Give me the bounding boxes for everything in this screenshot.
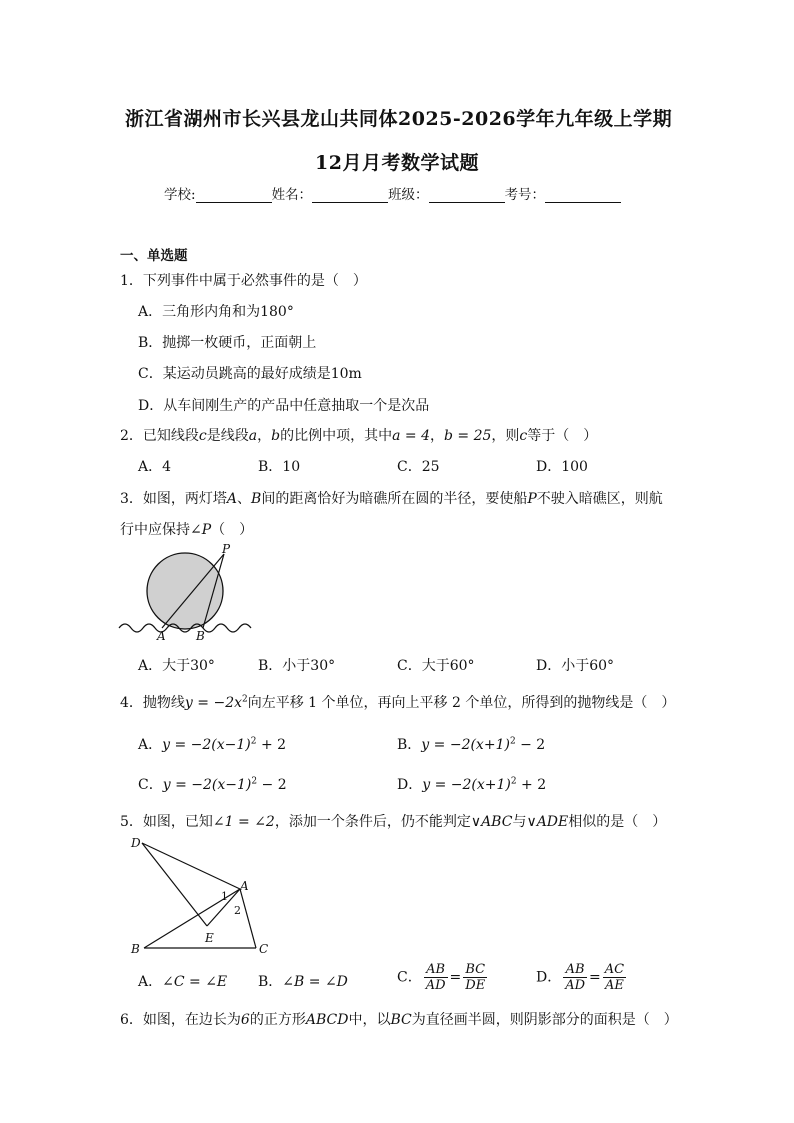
label-d: D: [131, 836, 141, 850]
fraction-ab-ad: [424, 962, 448, 993]
q6-side-length: 6: [240, 1012, 250, 1028]
q5-text: 5．如图，已知: [120, 814, 213, 830]
q2-condition-a: a = 4: [392, 428, 430, 444]
q1-option-b: B．抛掷一枚硬币，正面朝上: [138, 335, 317, 351]
denominator: DE: [465, 978, 486, 993]
option-label: C．: [397, 969, 422, 986]
exam-number-field[interactable]: [545, 188, 621, 203]
q4-stem: [120, 692, 675, 712]
label-e: E: [205, 931, 214, 945]
q3-point-p: P: [527, 491, 537, 507]
q1-option-c: C．某运动员跳高的最好成绩是10m: [138, 366, 362, 382]
option-expression: y = −2(x−1): [162, 777, 252, 793]
q3-stem-line1: [120, 488, 663, 508]
name-label: 姓名：: [271, 187, 313, 203]
q3-figure: [115, 540, 255, 644]
reef-circle: [147, 553, 223, 629]
option-label: B．: [397, 737, 422, 753]
label-b: B: [196, 629, 205, 643]
option-expression: y = −2(x+1): [421, 737, 510, 753]
q2-text: 等于（ ）: [527, 428, 598, 444]
q4-text: 4．抛物线: [120, 695, 185, 711]
option-expression-tail: + 2: [516, 777, 547, 793]
denominator: AD: [565, 978, 586, 993]
label-angle-2: 2: [234, 904, 241, 917]
q3-option-c: C．大于60°: [397, 658, 475, 674]
numerator: AB: [563, 962, 587, 978]
segment-ac: [240, 889, 256, 948]
q2-text: 的比例中项，其中: [280, 428, 393, 444]
q2-text: ，: [429, 428, 444, 444]
denominator: AD: [425, 978, 446, 993]
q6-text: 6．如图，在边长为: [120, 1012, 241, 1028]
label-p: P: [222, 542, 231, 556]
numerator: AB: [424, 962, 448, 978]
q1-option-a: A．三角形内角和为180°: [138, 304, 294, 320]
fraction-bc-de: [463, 962, 487, 993]
q2-option-d: D．100: [536, 459, 588, 475]
exam-number-label: 考号：: [504, 187, 546, 203]
option-label: D．: [536, 969, 562, 986]
q2-var-c: c: [519, 428, 528, 444]
fraction-ac-ae: [603, 962, 626, 993]
q3-text: 3．如图，两灯塔: [120, 491, 227, 507]
q3-stem-line2: [120, 519, 253, 539]
q3-option-a: A．大于30°: [138, 658, 215, 674]
option-label: A．: [138, 974, 163, 990]
q2-var-b: b: [271, 428, 281, 444]
q4-option-b: [397, 734, 545, 754]
option-label: B．: [258, 974, 283, 990]
q2-option-b: B．10: [258, 459, 301, 475]
segment-da: [142, 843, 240, 889]
section-title: 一、单选题: [120, 248, 188, 264]
segment-de: [142, 843, 207, 926]
q3-point-a: A: [226, 491, 238, 507]
q6-stem: [120, 1009, 678, 1029]
info-fields: [164, 183, 621, 203]
option-expression-tail: − 2: [257, 777, 287, 793]
q2-text: 2．已知线段: [120, 428, 199, 444]
label-b: B: [131, 942, 140, 956]
q5-figure: [122, 832, 282, 960]
q3-text: （ ）: [211, 522, 254, 538]
name-field[interactable]: [312, 188, 388, 203]
q4-expression: y = −2x: [184, 695, 242, 711]
q3-angle: ∠P: [190, 522, 212, 538]
q4-exponent: 2: [242, 694, 248, 705]
denominator: AE: [605, 978, 624, 993]
page-title-line1: 浙江省湖州市长兴县龙山共同体2025-2026学年九年级上学期: [125, 108, 673, 130]
q3-option-d: D．小于60°: [536, 658, 615, 674]
q2-text: ，: [257, 428, 272, 444]
school-field[interactable]: [196, 188, 272, 203]
q2-text: 是线段: [206, 428, 249, 444]
option-exponent: 2: [509, 736, 516, 747]
q5-triangle-ade: ∨ADE: [526, 814, 569, 830]
q5-triangle-abc: ∨ABC: [470, 814, 513, 830]
q5-option-b: [258, 971, 348, 991]
option-expression-tail: − 2: [515, 737, 546, 753]
q4-option-c: [138, 774, 287, 794]
label-angle-1: 1: [221, 890, 228, 903]
q5-condition: ∠1 = ∠2: [212, 814, 275, 830]
q1-option-d: D．从车间刚生产的产品中任意抽取一个是次品: [138, 398, 430, 414]
q5-option-d: [536, 962, 628, 993]
q5-text: 相似的是（ ）: [568, 814, 667, 830]
q6-segment: BC: [390, 1012, 412, 1028]
q2-option-a: A．4: [138, 459, 172, 475]
option-exponent: 2: [510, 776, 517, 787]
option-label: D．: [397, 777, 423, 793]
label-c: C: [259, 942, 269, 956]
q2-stem: [120, 425, 597, 445]
equals-sign: =: [589, 969, 601, 986]
fraction-ab-ad: [563, 962, 587, 993]
option-exponent: 2: [250, 736, 257, 747]
option-expression: y = −2(x+1): [422, 777, 511, 793]
q5-option-c: [397, 962, 489, 993]
q1-stem: 1．下列事件中属于必然事件的是（ ）: [120, 273, 367, 289]
q6-text: 中，以: [348, 1012, 391, 1028]
numerator: AC: [604, 962, 625, 977]
q6-square: ABCD: [305, 1012, 349, 1028]
school-label: 学校:: [164, 187, 196, 203]
option-expression-tail: + 2: [256, 737, 287, 753]
q6-text: 为直径画半圆，则阴影部分的面积是（ ）: [411, 1012, 678, 1028]
q6-text: 的正方形: [249, 1012, 306, 1028]
q2-text: ，则: [491, 428, 520, 444]
numerator: BC: [463, 962, 487, 978]
q5-option-a: [138, 971, 227, 991]
q2-var-c: c: [198, 428, 207, 444]
class-field[interactable]: [429, 188, 505, 203]
q5-text: ，添加一个条件后，仍不能判定: [274, 814, 471, 830]
option-expression: ∠B = ∠D: [282, 974, 348, 990]
q4-option-a: [138, 734, 286, 754]
option-exponent: 2: [251, 776, 258, 787]
equals-sign: =: [449, 969, 462, 986]
q4-option-d: [397, 774, 546, 794]
q3-option-b: B．小于30°: [258, 658, 336, 674]
q3-text: 不驶入暗礁区，则航: [536, 491, 663, 507]
class-label: 班级：: [388, 187, 429, 203]
q4-text: 向左平移 1 个单位，再向上平移 2 个单位，所得到的抛物线是（ ）: [247, 695, 676, 711]
option-expression: y = −2(x−1): [162, 737, 251, 753]
q3-text: 行中应保持: [120, 522, 190, 538]
label-a: A: [157, 629, 166, 643]
option-expression: ∠C = ∠E: [162, 974, 228, 990]
q3-point-b: B: [251, 491, 262, 507]
q2-var-a: a: [248, 428, 258, 444]
q3-text: 间的距离恰好为暗礁所在圆的半径，要使船: [261, 491, 528, 507]
q2-option-c: C．25: [397, 459, 440, 475]
page-title-line2: 12月月考数学试题: [315, 152, 479, 174]
option-label: C．: [138, 777, 163, 793]
option-label: A．: [138, 737, 163, 753]
q2-condition-b: b = 25: [443, 428, 492, 444]
label-a: A: [240, 879, 249, 893]
q5-text: 与: [512, 814, 527, 830]
q5-stem: [120, 811, 666, 831]
q3-text: 、: [237, 491, 252, 507]
